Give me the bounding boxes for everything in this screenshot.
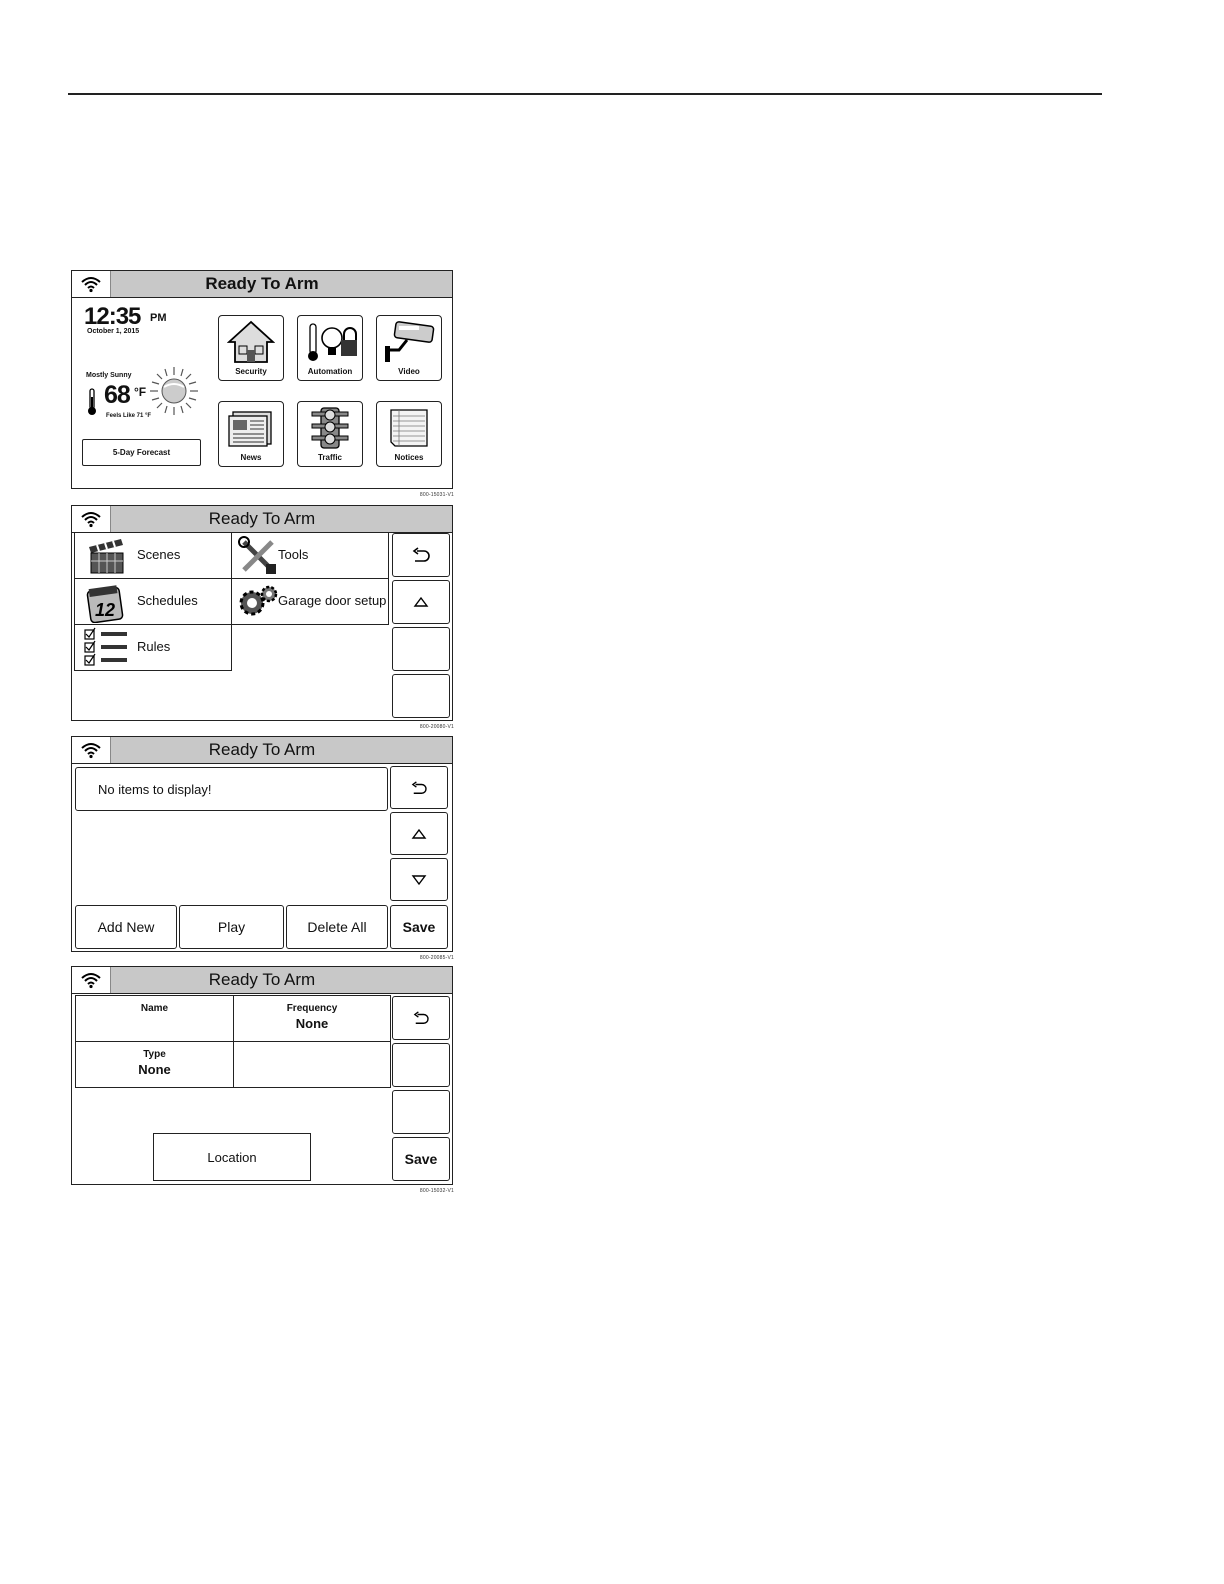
schedule-edit-screen	[71, 966, 454, 1194]
status-title: Ready To Arm	[205, 274, 319, 293]
wifi-icon	[72, 737, 111, 763]
delete-all-button[interactable]: Delete All	[286, 905, 388, 949]
add-new-button[interactable]: Add New	[75, 905, 177, 949]
tile-label: Automation	[307, 367, 353, 376]
calendar-icon	[85, 583, 125, 623]
blank-side-button[interactable]	[392, 1090, 450, 1134]
menu-item-label: Scenes	[137, 547, 181, 562]
home-screen	[71, 270, 454, 498]
save-button[interactable]: Save	[392, 1137, 450, 1181]
bulb-lock-icon	[306, 320, 358, 364]
clock-time: 12:35	[84, 303, 141, 330]
blank-side-button[interactable]	[392, 1043, 450, 1087]
page-header-rule	[68, 93, 1102, 95]
status-bar	[72, 271, 452, 298]
name-label: Name	[140, 1003, 169, 1014]
thermometer-icon	[86, 387, 98, 417]
name-field[interactable]	[75, 995, 234, 1042]
blank-side-button[interactable]	[392, 627, 450, 671]
tile-label: Video	[398, 367, 420, 376]
menu-item-label: Rules	[137, 639, 171, 654]
status-title: Ready To Arm	[208, 970, 316, 989]
tile-video[interactable]	[376, 315, 442, 381]
chevron-down-icon	[411, 874, 427, 886]
menu-item-schedules[interactable]	[74, 578, 232, 625]
type-label: Type	[143, 1049, 166, 1060]
back-button[interactable]	[392, 533, 450, 577]
menu-item-label: Schedules	[137, 593, 198, 608]
status-title: Ready To Arm	[208, 509, 316, 528]
empty-field	[233, 1041, 391, 1088]
tools-icon	[238, 536, 278, 576]
menu-item-garage-door-setup[interactable]	[231, 578, 389, 625]
blank-side-button[interactable]	[392, 674, 450, 718]
status-bar	[72, 737, 452, 764]
newspaper-icon	[227, 406, 275, 450]
automation-screen	[71, 505, 454, 730]
back-arrow-icon	[411, 547, 431, 563]
tile-label: Security	[235, 367, 267, 376]
type-value: None	[138, 1062, 171, 1077]
tile-automation[interactable]	[297, 315, 363, 381]
house-icon	[227, 320, 275, 364]
menu-item-scenes[interactable]	[74, 532, 232, 579]
forecast-button[interactable]: 5-Day Forecast	[82, 439, 201, 466]
weather-description: Mostly Sunny	[86, 372, 132, 379]
scroll-up-button[interactable]	[390, 812, 448, 855]
figure-id: 800-15031-V1	[419, 492, 454, 498]
gears-icon	[236, 585, 278, 619]
back-button[interactable]	[390, 766, 448, 809]
checklist-icon	[83, 627, 133, 669]
type-field[interactable]	[75, 1041, 234, 1088]
calendar-day: 12	[95, 600, 116, 620]
tile-traffic[interactable]	[297, 401, 363, 467]
menu-item-rules[interactable]	[74, 624, 232, 671]
clock-date: October 1, 2015	[87, 328, 140, 335]
tile-label: News	[240, 453, 262, 462]
status-bar	[72, 967, 452, 994]
figure-id: 800-20080-V1	[419, 724, 454, 730]
location-button[interactable]: Location	[153, 1133, 311, 1181]
wifi-icon	[72, 271, 111, 297]
tile-notices[interactable]	[376, 401, 442, 467]
frequency-field[interactable]	[233, 995, 391, 1042]
chevron-up-icon	[411, 828, 427, 840]
scroll-down-button[interactable]	[390, 858, 448, 901]
play-button[interactable]: Play	[179, 905, 284, 949]
notepad-icon	[385, 406, 433, 450]
menu-item-label: Garage door setup	[278, 593, 387, 608]
save-button[interactable]: Save	[390, 905, 448, 949]
feels-like: Feels Like 71 °F	[106, 413, 152, 419]
back-button[interactable]	[392, 996, 450, 1040]
clapperboard-icon	[87, 537, 127, 575]
traffic-light-icon	[306, 406, 354, 450]
camera-icon	[385, 320, 439, 364]
menu-item-label: Tools	[278, 547, 309, 562]
figure-id: 800-15032-V1	[419, 1188, 454, 1194]
wifi-icon	[72, 506, 111, 532]
scroll-up-button[interactable]	[392, 580, 450, 624]
sun-icon	[148, 365, 200, 417]
wifi-icon	[72, 967, 111, 993]
frequency-label: Frequency	[286, 1003, 338, 1014]
tile-label: Traffic	[317, 453, 342, 462]
menu-item-tools[interactable]	[231, 532, 389, 579]
back-arrow-icon	[410, 781, 428, 795]
back-arrow-icon	[412, 1011, 430, 1025]
tile-news[interactable]	[218, 401, 284, 467]
temperature-unit: °F	[134, 385, 147, 399]
clock-ampm: PM	[150, 312, 167, 324]
status-bar	[72, 506, 452, 533]
status-title: Ready To Arm	[208, 740, 316, 759]
tile-label: Notices	[394, 453, 424, 462]
figure-id: 800-20085-V1	[419, 955, 454, 961]
tile-security[interactable]	[218, 315, 284, 381]
chevron-up-icon	[413, 596, 429, 608]
scenes-screen	[71, 736, 454, 961]
temperature: 68	[104, 381, 130, 409]
frequency-value: None	[295, 1016, 329, 1031]
empty-list-message: No items to display!	[75, 767, 388, 811]
